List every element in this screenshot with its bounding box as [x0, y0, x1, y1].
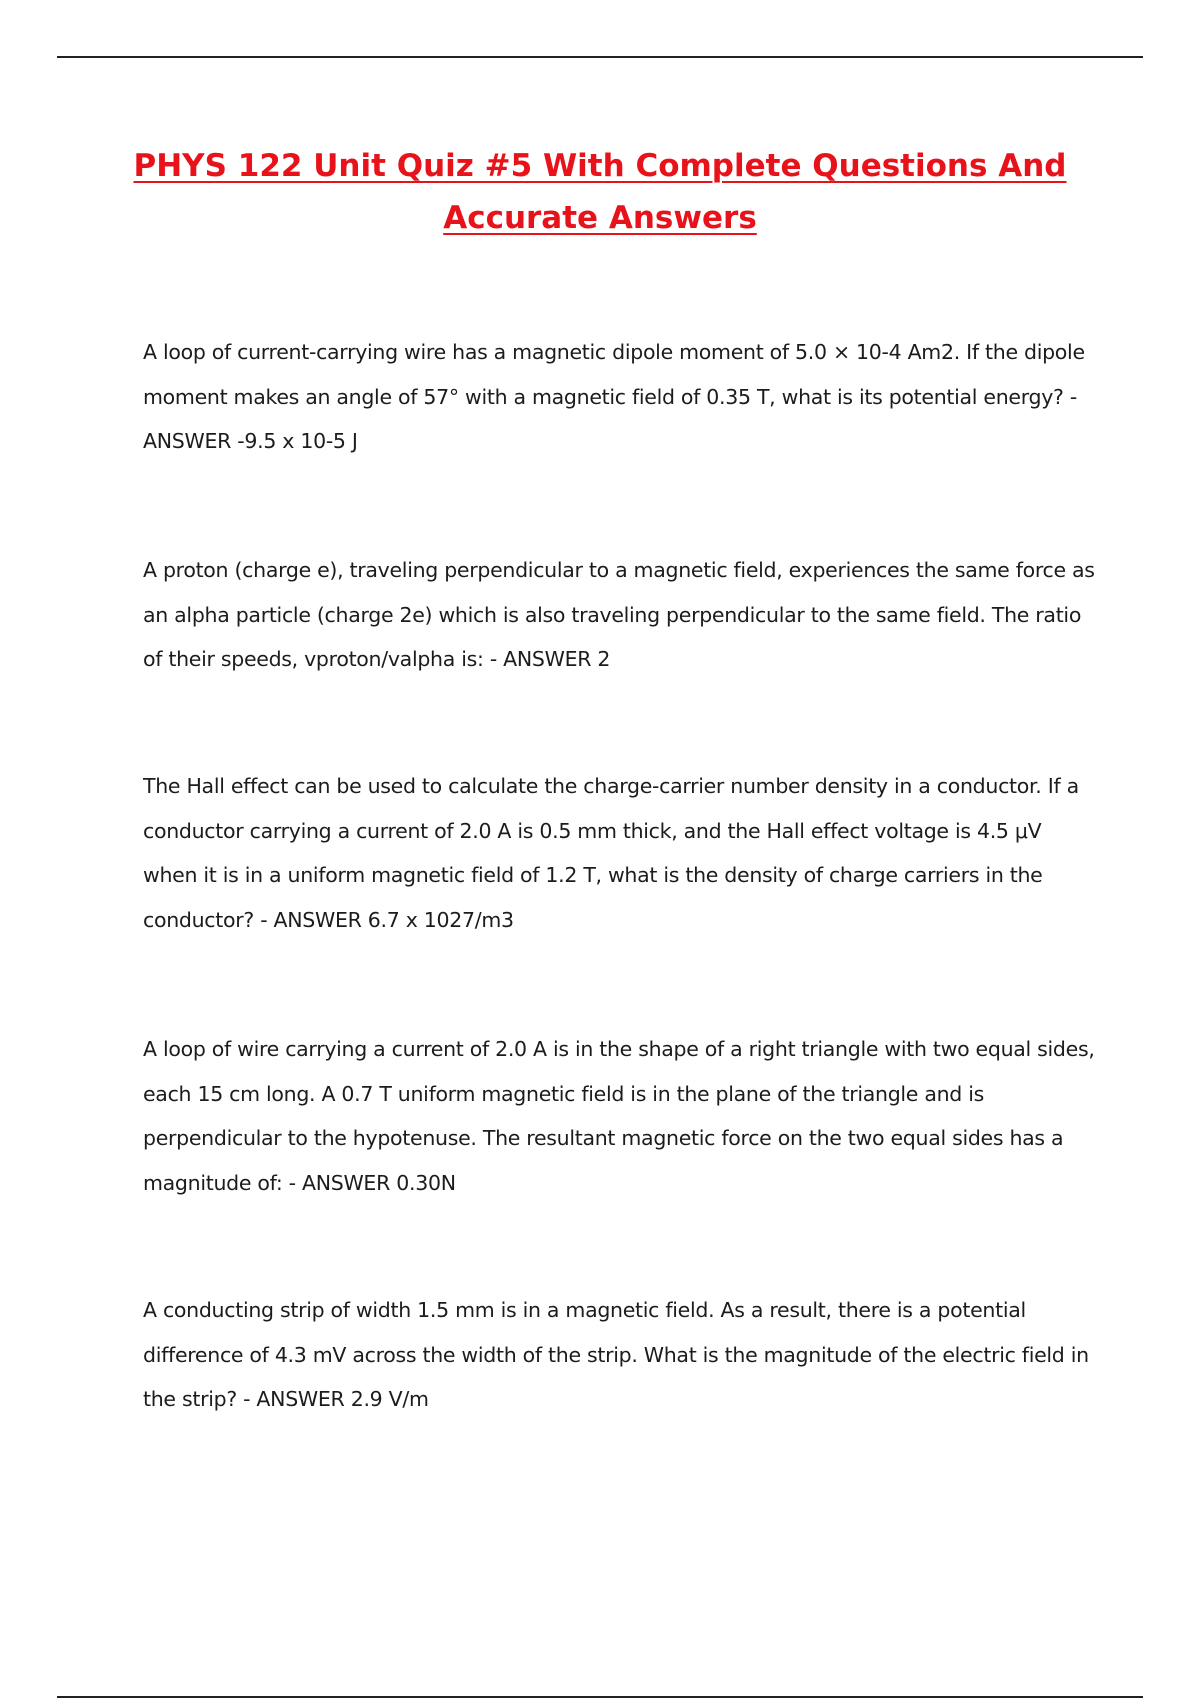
question-item-4	[143, 1027, 1098, 1205]
title-line-2: Accurate Answers	[443, 200, 757, 236]
answer-label: - ANSWER	[236, 1387, 351, 1411]
question-text: A proton (charge e), traveling perpendicular to a magnetic field, experiences the same force as an alpha particle (charge 2e) which is also traveling perpendicular to the same field. The ratio of their speeds, vproton/valpha is:	[143, 558, 1095, 671]
answer-text: 2	[597, 647, 611, 671]
answer-label: - ANSWER	[143, 384, 1084, 453]
answer-text: 0.30N	[396, 1170, 456, 1195]
bottom-divider	[57, 1696, 1143, 1698]
question-item-1	[143, 330, 1098, 464]
question-item-2	[143, 548, 1098, 682]
question-text: A loop of current-carrying wire has a magnetic dipole moment of 5.0 × 10-4 Am2. If the dipole moment makes an angle of 57° with a magnetic field of 0.35 T, what is its potential energy?	[143, 340, 1085, 409]
question-text: The Hall effect can be used to calculate the charge-carrier number density in a conductor. If a conductor carrying a current of 2.0 A is 0.5 mm thick, and the Hall effect voltage is 4.5 μV when it is in a uniform magnetic field of 1.2 T, what is the density of charge carriers in the conductor?	[143, 774, 1079, 932]
question-item-5	[143, 1288, 1098, 1422]
answer-label: - ANSWER	[483, 647, 598, 671]
answer-label: - ANSWER	[253, 907, 368, 932]
answer-text: -9.5 x 10-5 J	[237, 429, 358, 453]
top-divider	[57, 56, 1143, 58]
page-title	[0, 140, 1200, 244]
question-text: A conducting strip of width 1.5 mm is in a magnetic field. As a result, there is a potential difference of 4.3 mV across the width of the strip. What is the magnitude of the electric field in the strip?	[143, 1298, 1089, 1411]
answer-text: 6.7 x 1027/m3	[367, 907, 514, 932]
question-item-3	[143, 764, 1098, 942]
title-line-1: PHYS 122 Unit Quiz #5 With Complete Questions And	[133, 148, 1067, 184]
answer-label: - ANSWER	[282, 1170, 397, 1195]
question-text: A loop of wire carrying a current of 2.0 A is in the shape of a right triangle with two equal sides, each 15 cm long. A 0.7 T uniform magnetic field is in the plane of the triangle and is perpendicular to the hypotenuse. The resultant magnetic force on the two equal sides has a magnitude of:	[143, 1037, 1095, 1195]
answer-text: 2.9 V/m	[350, 1387, 429, 1411]
